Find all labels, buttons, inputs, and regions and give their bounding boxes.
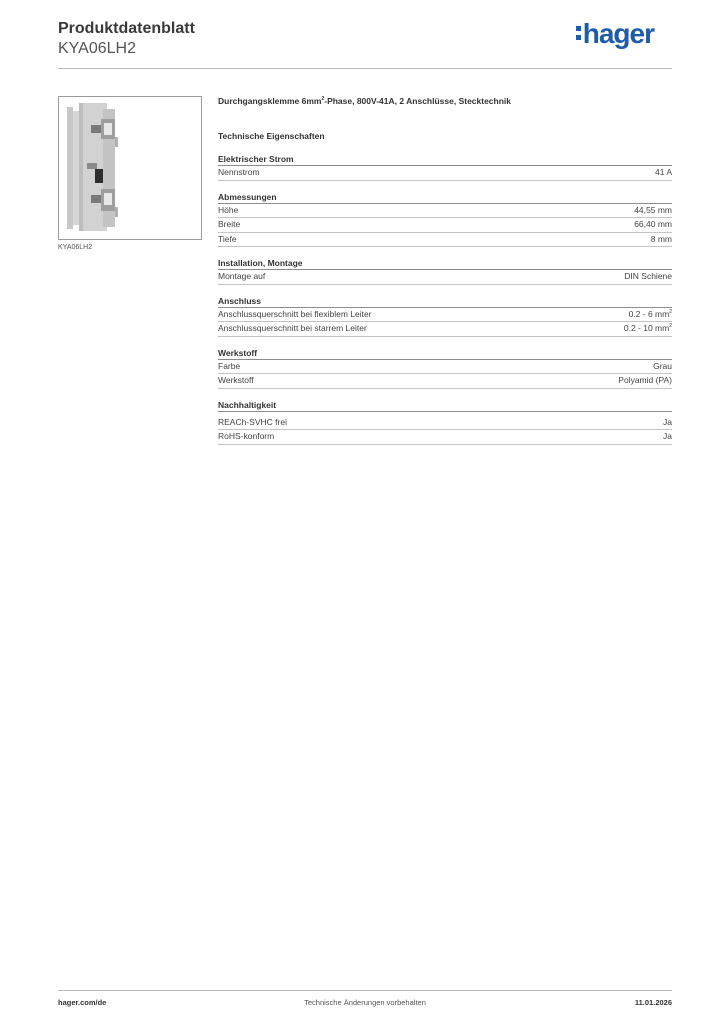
logo-dots-icon [576,18,581,40]
spec-row [218,308,672,323]
spec-value: Ja [663,416,672,427]
spec-value: 66,40 mm [634,219,672,229]
spec-label: Tiefe [218,233,237,244]
spec-label: Anschlussquerschnitt bei starrem Leiter [218,323,367,333]
section-werkstoff [218,348,672,389]
section-anschluss [218,296,672,337]
section-installation-montage [218,258,672,285]
section-title: Anschluss [218,296,672,308]
spec-value: 0.2 - 10 $mm^2$ [623,323,672,333]
footer-date: 11.01.2026 [634,998,672,1007]
spec-label: Nennstrom [218,167,260,177]
spec-value: Ja [663,431,672,441]
spec-value: 41 A [654,167,672,177]
spec-row [218,204,672,219]
hager-logo [576,18,654,50]
specification-content [218,96,672,456]
product-image [58,96,202,240]
footer-divider [58,990,672,991]
spec-row [218,270,672,285]
spec-value: DIN Schiene [624,271,672,281]
spec-value: 0.2 - 6 $mm^2$ [628,308,672,319]
spec-value: Grau [653,360,672,371]
spec-label: RoHS-konform [218,431,275,441]
footer-notice: Technische Änderungen vorbehalten [304,998,426,1007]
logo-text: hager [582,18,654,49]
spec-row [218,322,672,337]
section-title: Werkstoff [218,348,672,360]
spec-row [218,360,672,375]
document-title: Produktdatenblatt [58,20,195,37]
spec-value: 44,55 mm [634,204,672,215]
page-header [58,20,672,70]
spec-label: REACh-SVHC frei [218,416,287,427]
section-elektrischer-strom [218,154,672,181]
spec-row [218,416,672,431]
spec-label: Höhe [218,204,239,215]
terminal-block-image [59,97,201,239]
section-title: Nachhaltigkeit [218,400,672,412]
spec-row [218,233,672,248]
spec-label: Montage auf [218,271,266,281]
header-divider [58,68,672,69]
spec-row [218,166,672,181]
spec-label: Breite [218,219,241,229]
section-abmessungen [218,192,672,248]
spec-value: Polyamid (PA) [618,375,672,385]
image-caption: KYA06LH2 [58,244,93,251]
product-description: Durchgangsklemme $6mm^2$-Phase, 800V-41A, 2 Anschlüsse, Stecktechnik [218,96,512,106]
section-title: Elektrischer Strom [218,154,672,166]
spec-label: Werkstoff [218,375,254,385]
spec-value: 8 mm [650,233,672,244]
product-code: KYA06LH2 [58,40,136,57]
spec-label: Farbe [218,360,241,371]
technical-properties-title: Technische Eigenschaften [218,131,325,141]
spec-row [218,430,672,445]
spec-row [218,218,672,233]
section-title: Installation, Montage [218,258,672,270]
spec-row [218,374,672,389]
spec-label: Anschlussquerschnitt bei flexiblem Leiter [218,308,372,319]
section-nachhaltigkeit [218,400,672,445]
footer-website-link[interactable]: hager.com/de [58,998,107,1007]
section-title: Abmessungen [218,192,672,204]
